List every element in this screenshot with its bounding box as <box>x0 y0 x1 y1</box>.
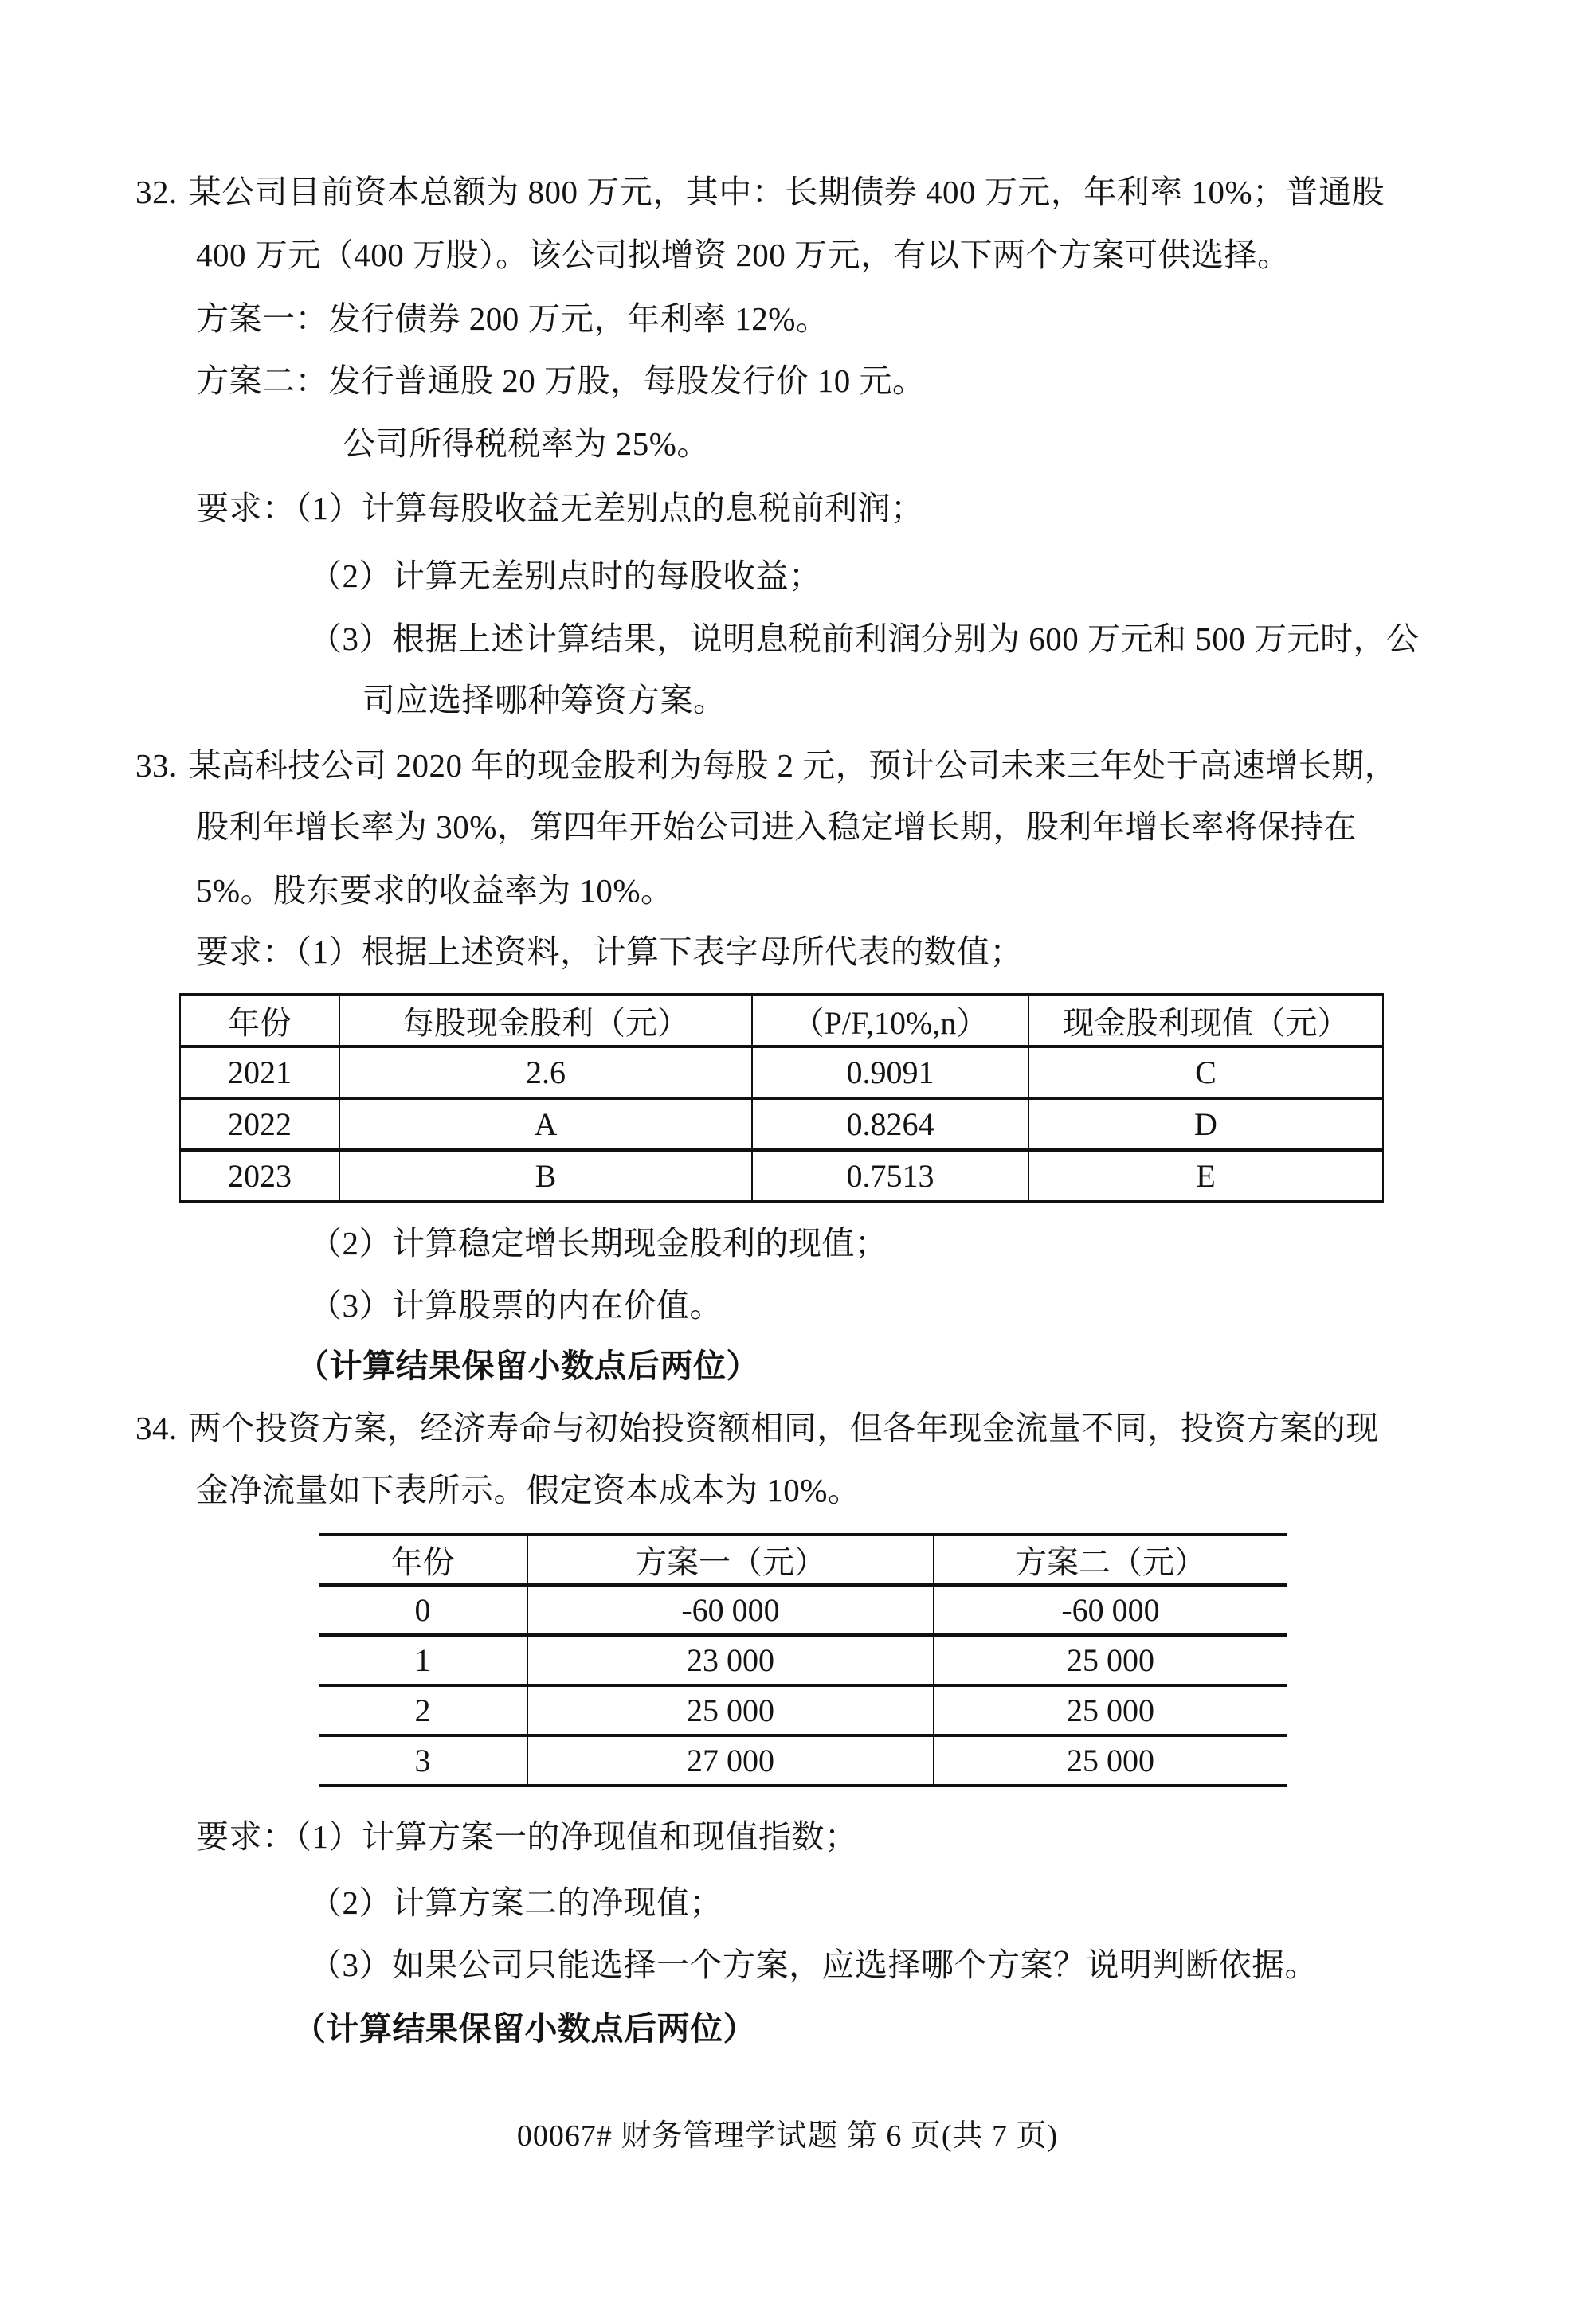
table-row <box>319 1635 1287 1685</box>
cell-dps: 2.6 <box>339 1047 752 1098</box>
q33-number: 33. <box>135 747 178 784</box>
cell-dps: A <box>339 1098 752 1150</box>
table-row <box>319 1685 1287 1735</box>
q34-number: 34. <box>135 1410 178 1446</box>
q32-line1-text: 某公司目前资本总额为 800 万元，其中：长期债券 400 万元，年利率 10%；普通股 <box>188 174 1385 210</box>
cell-plan2: 25 000 <box>934 1685 1287 1735</box>
col-header-pv: 现金股利现值（元） <box>1028 995 1383 1047</box>
dividend-table-header-row <box>180 995 1383 1047</box>
cell-plan1: -60 000 <box>527 1585 934 1635</box>
q34-line1 <box>135 1410 1379 1447</box>
q32-line2: 400 万元（400 万股）。该公司拟增资 200 万元，有以下两个方案可供选择。 <box>196 237 1291 273</box>
col-header-pf: （P/F,10%,n） <box>752 995 1028 1047</box>
q33-line1 <box>135 747 1397 784</box>
cell-year: 0 <box>319 1585 527 1635</box>
q33-req1: 要求：（1）根据上述资料，计算下表字母所代表的数值； <box>196 933 1023 970</box>
cell-plan2: -60 000 <box>934 1585 1287 1635</box>
q32-plan1: 方案一：发行债券 200 万元，年利率 12%。 <box>196 300 829 337</box>
dividend-table <box>179 993 1382 1203</box>
cell-year: 2023 <box>180 1150 339 1202</box>
table-row <box>180 1150 1383 1202</box>
q33-rounding-note: （计算结果保留小数点后两位） <box>296 1348 759 1384</box>
q34-line2: 金净流量如下表所示。假定资本成本为 10%。 <box>196 1472 861 1508</box>
cell-plan1: 27 000 <box>527 1735 934 1786</box>
cell-year: 3 <box>319 1735 527 1786</box>
cashflow-table-header-row <box>319 1535 1287 1585</box>
cell-pv: C <box>1028 1047 1383 1098</box>
cell-plan2: 25 000 <box>934 1735 1287 1786</box>
q33-req2: （2）计算稳定增长期现金股利的现值； <box>309 1225 888 1262</box>
q32-number: 32. <box>135 174 178 210</box>
col-header-year: 年份 <box>319 1535 527 1585</box>
col-header-plan1: 方案一（元） <box>527 1535 934 1585</box>
cashflow-table <box>319 1533 1287 1787</box>
cell-plan1: 23 000 <box>527 1635 934 1685</box>
q33-line3: 5%。股东要求的收益率为 10%。 <box>196 872 674 909</box>
page-footer: 00067# 财务管理学试题 第 6 页(共 7 页) <box>516 2119 1059 2153</box>
cell-dps: B <box>339 1150 752 1202</box>
q32-req3-cont: 司应选择哪种筹资方案。 <box>362 682 727 718</box>
cell-year: 2022 <box>180 1098 339 1150</box>
cell-pf: 0.9091 <box>752 1047 1028 1098</box>
table-row <box>180 1098 1383 1150</box>
cell-year: 2021 <box>180 1047 339 1098</box>
q32-req1: 要求：（1）计算每股收益无差别点的息税前利润； <box>196 490 924 526</box>
q32-line1 <box>135 174 1385 211</box>
cell-year: 1 <box>319 1635 527 1685</box>
cell-plan2: 25 000 <box>934 1635 1287 1685</box>
cell-year: 2 <box>319 1685 527 1735</box>
q33-line1-text: 某高科技公司 2020 年的现金股利为每股 2 元，预计公司未来三年处于高速增长期， <box>188 747 1398 784</box>
cell-plan1: 25 000 <box>527 1685 934 1735</box>
q32-tax: 公司所得税税率为 25%。 <box>343 425 710 462</box>
q34-req2: （2）计算方案二的净现值； <box>309 1884 723 1921</box>
cell-pf: 0.8264 <box>752 1098 1028 1150</box>
col-header-dps: 每股现金股利（元） <box>339 995 752 1047</box>
table-row <box>319 1585 1287 1635</box>
q33-req3: （3）计算股票的内在价值。 <box>309 1287 723 1324</box>
col-header-plan2: 方案二（元） <box>934 1535 1287 1585</box>
q33-line2: 股利年增长率为 30%，第四年开始公司进入稳定增长期，股利年增长率将保持在 <box>196 808 1357 845</box>
table-row <box>319 1735 1287 1786</box>
cell-pv: E <box>1028 1150 1383 1202</box>
q34-line1-text: 两个投资方案，经济寿命与初始投资额相同，但各年现金流量不同，投资方案的现 <box>188 1410 1379 1446</box>
q32-req3: （3）根据上述计算结果，说明息税前利润分别为 600 万元和 500 万元时，公 <box>309 620 1420 657</box>
table-row <box>180 1047 1383 1098</box>
q34-rounding-note: （计算结果保留小数点后两位） <box>293 2010 756 2047</box>
cell-pv: D <box>1028 1098 1383 1150</box>
q34-req3: （3）如果公司只能选择一个方案，应选择哪个方案？说明判断依据。 <box>309 1946 1318 1983</box>
q34-req1: 要求：（1）计算方案一的净现值和现值指数； <box>196 1818 858 1855</box>
q32-plan2: 方案二：发行普通股 20 万股，每股发行价 10 元。 <box>196 362 926 399</box>
col-header-year: 年份 <box>180 995 339 1047</box>
cell-pf: 0.7513 <box>752 1150 1028 1202</box>
q32-req2: （2）计算无差别点时的每股收益； <box>309 558 822 594</box>
